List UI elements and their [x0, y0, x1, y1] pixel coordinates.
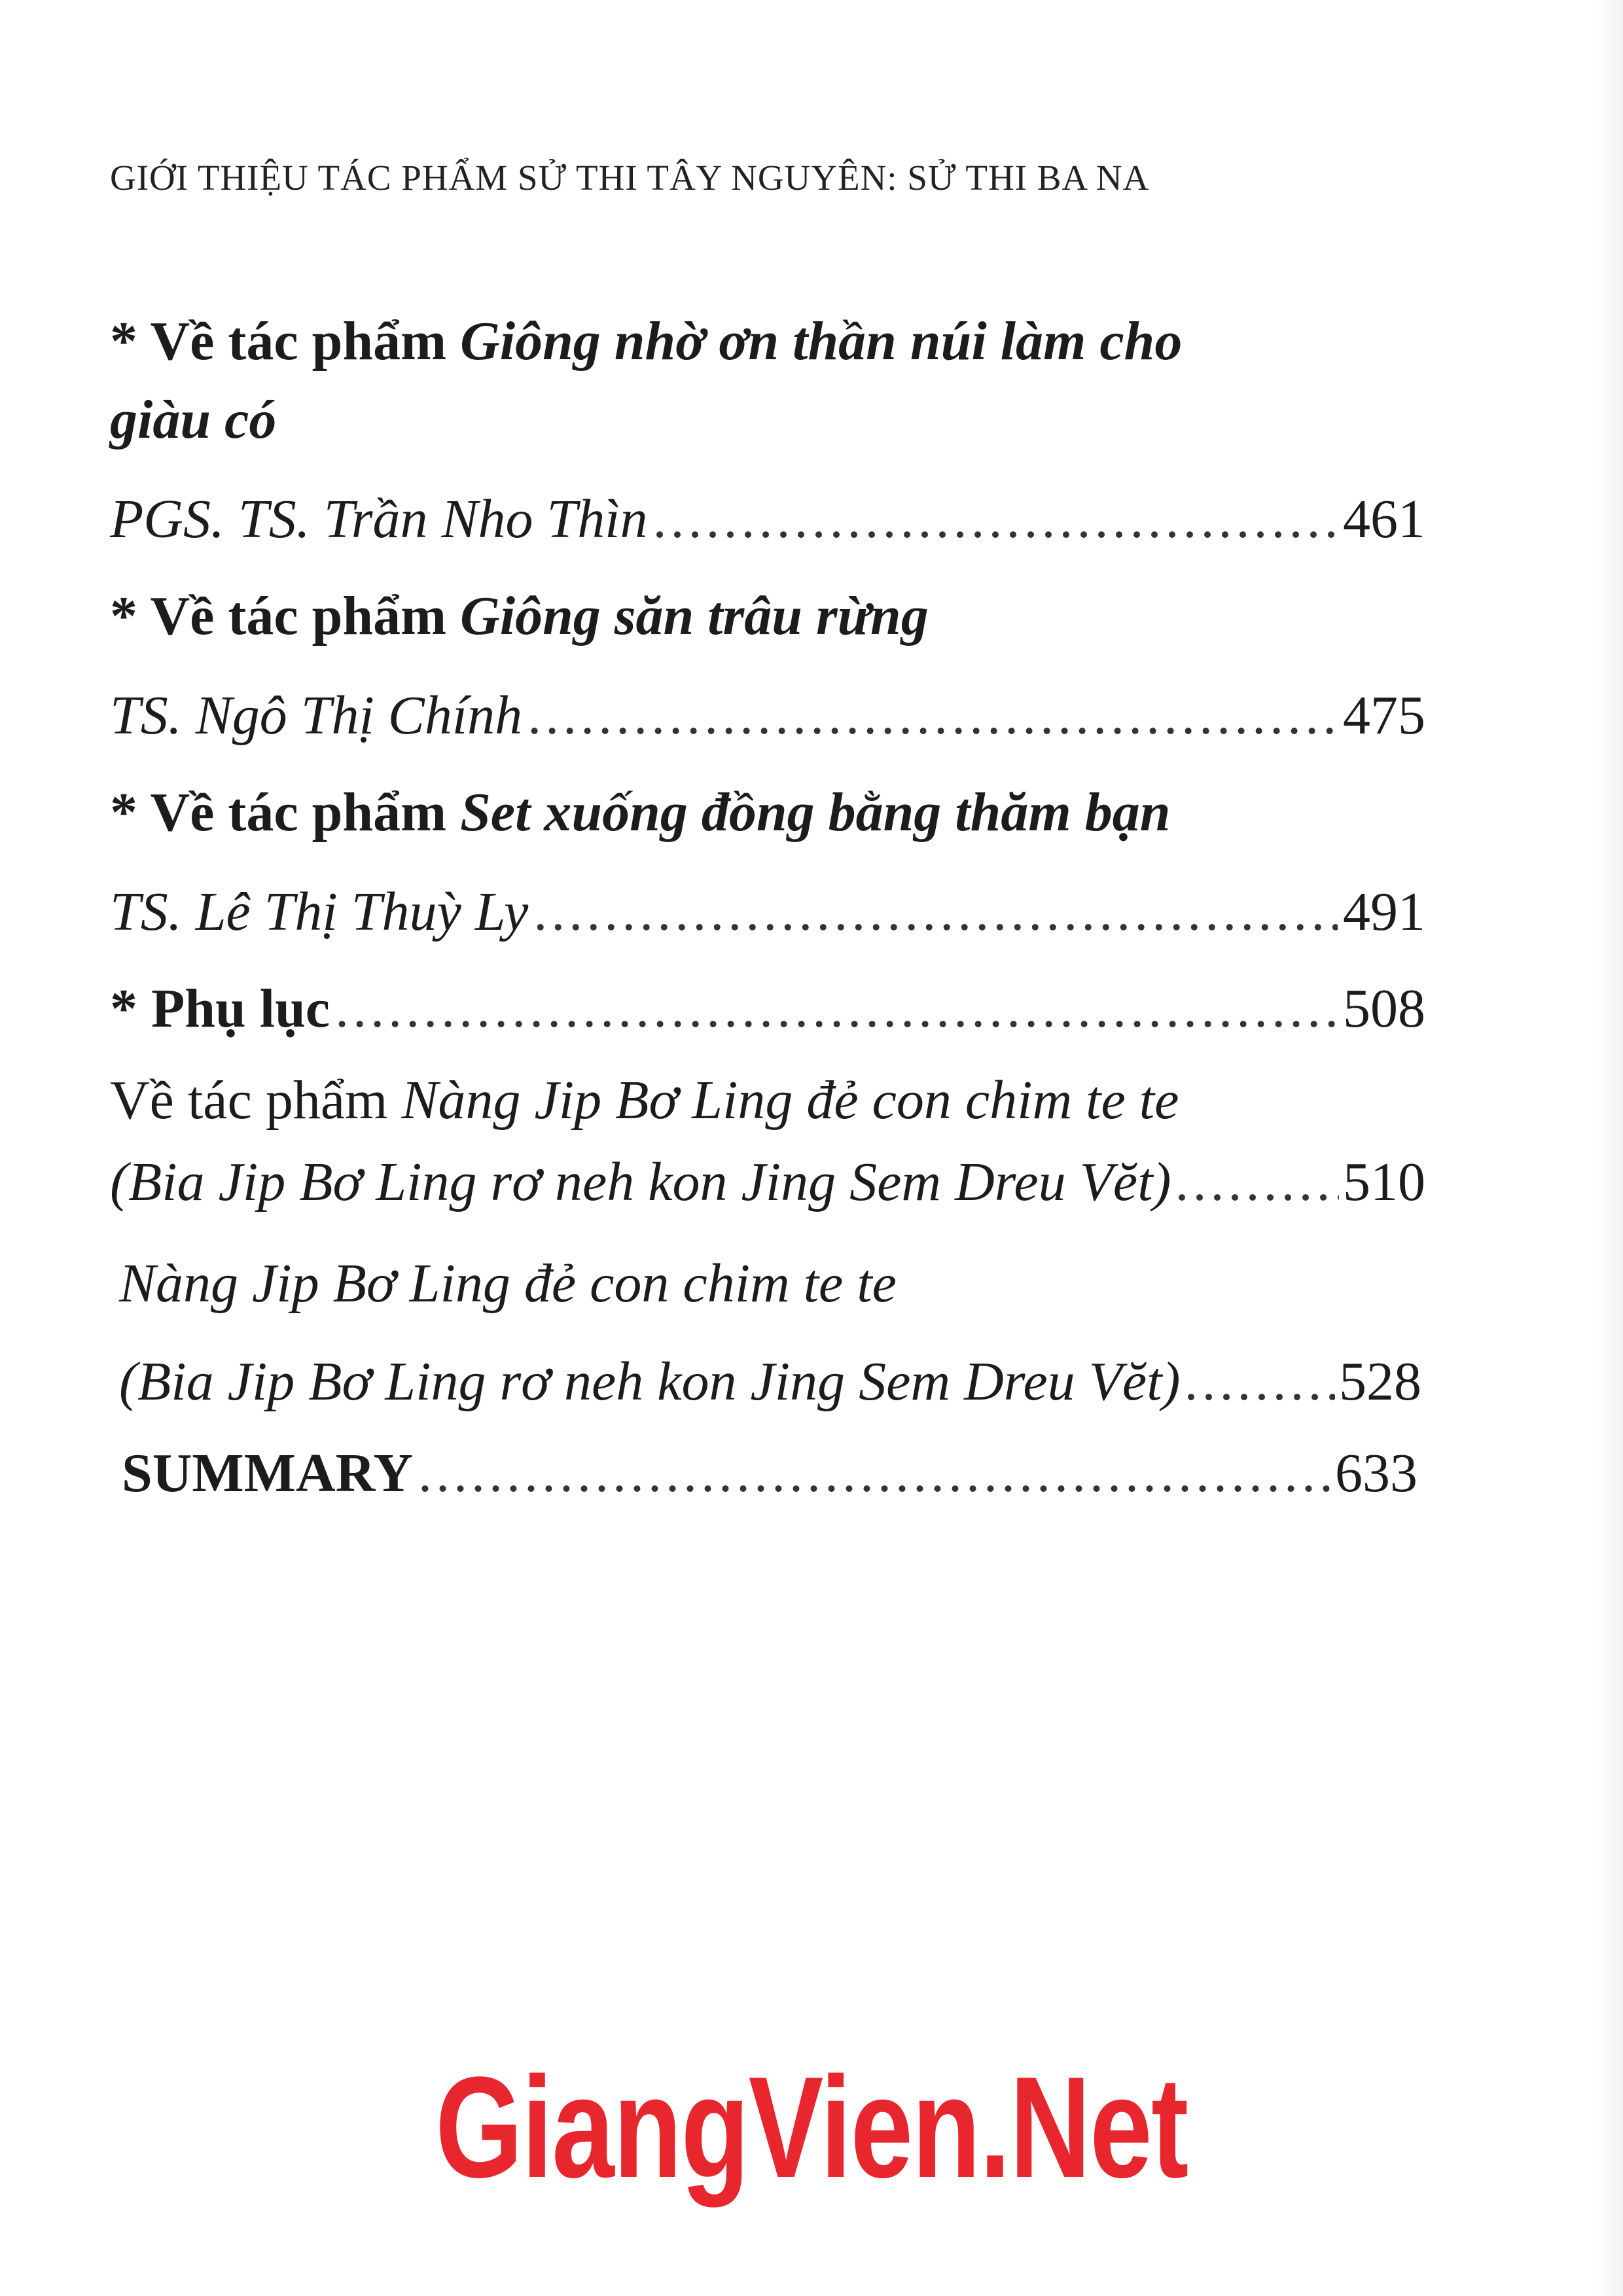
toc-entry-1-author: PGS. TS. Trần Nho Thìn [110, 489, 648, 550]
leader-dots [418, 1446, 1330, 1501]
toc-entry-summary[interactable] [122, 1443, 1418, 1504]
toc-entry-5-subtitle: (Bia Jip Bơ Ling rơ neh kon Jing Sem Dreu Vĕt) [110, 1152, 1171, 1212]
toc-heading-1-prefix: * Về tác phẩm [110, 311, 461, 372]
toc-entry-2[interactable] [110, 685, 1425, 746]
toc-entry-1-page: 461 [1343, 489, 1425, 550]
toc-heading-1 [110, 311, 1425, 372]
toc-entry-3-page: 491 [1343, 881, 1425, 942]
toc-entry-appendix[interactable] [110, 978, 1425, 1039]
leader-dots [335, 981, 1338, 1036]
leader-dots [1175, 1155, 1339, 1210]
leader-dots [653, 492, 1338, 547]
toc-entry-5[interactable] [110, 1152, 1425, 1212]
toc-entry-5-page: 510 [1343, 1152, 1425, 1212]
page-edge-shadow [1597, 0, 1623, 2296]
toc-heading-3 [110, 782, 1425, 843]
toc-heading-3-prefix: * Về tác phẩm [110, 782, 461, 843]
leader-dots [533, 885, 1338, 940]
toc-heading-2-title: Giông săn trâu rừng [460, 586, 929, 646]
toc-heading-2 [110, 586, 1425, 646]
running-head: GIỚI THIỆU TÁC PHẨM SỬ THI TÂY NGUYÊN: SỬ THI BA NA [110, 158, 1150, 198]
toc-entry-1[interactable] [110, 489, 1425, 550]
toc-heading-3-title: Set xuống đồng bằng thăm bạn [460, 782, 1171, 843]
watermark-logo: GiangVien.Net [435, 2047, 1188, 2208]
toc-heading-5 [110, 1070, 1425, 1131]
toc-entry-appendix-label: * Phụ lục [110, 978, 330, 1039]
toc-heading-6 [119, 1253, 1421, 1314]
leader-dots [1185, 1354, 1335, 1409]
toc-entry-2-author: TS. Ngô Thị Chính [110, 685, 523, 746]
leader-dots [527, 688, 1338, 743]
toc-heading-5-prefix: Về tác phẩm [110, 1070, 402, 1131]
toc-entry-6-page: 528 [1339, 1351, 1421, 1412]
toc-entry-2-page: 475 [1343, 685, 1425, 746]
toc-entry-appendix-page: 508 [1343, 978, 1425, 1039]
toc-heading-5-title: Nàng Jip Bơ Ling đẻ con chim te te [401, 1070, 1179, 1131]
toc-heading-2-prefix: * Về tác phẩm [110, 586, 461, 646]
toc-heading-6-title: Nàng Jip Bơ Ling đẻ con chim te te [119, 1253, 897, 1314]
toc-entry-3[interactable] [110, 881, 1425, 942]
toc-entry-summary-label: SUMMARY [122, 1443, 413, 1504]
toc-entry-6[interactable] [119, 1351, 1421, 1412]
toc-entry-summary-page: 633 [1335, 1443, 1418, 1504]
toc-heading-1-title: Giông nhờ ơn thần núi làm cho [460, 311, 1183, 372]
toc-heading-1-title-cont: giàu có [110, 389, 277, 450]
toc-entry-6-subtitle: (Bia Jip Bơ Ling rơ neh kon Jing Sem Dreu Vĕt) [119, 1351, 1181, 1412]
toc-heading-1-cont [110, 389, 1425, 450]
toc-entry-3-author: TS. Lê Thị Thuỳ Ly [110, 881, 529, 942]
